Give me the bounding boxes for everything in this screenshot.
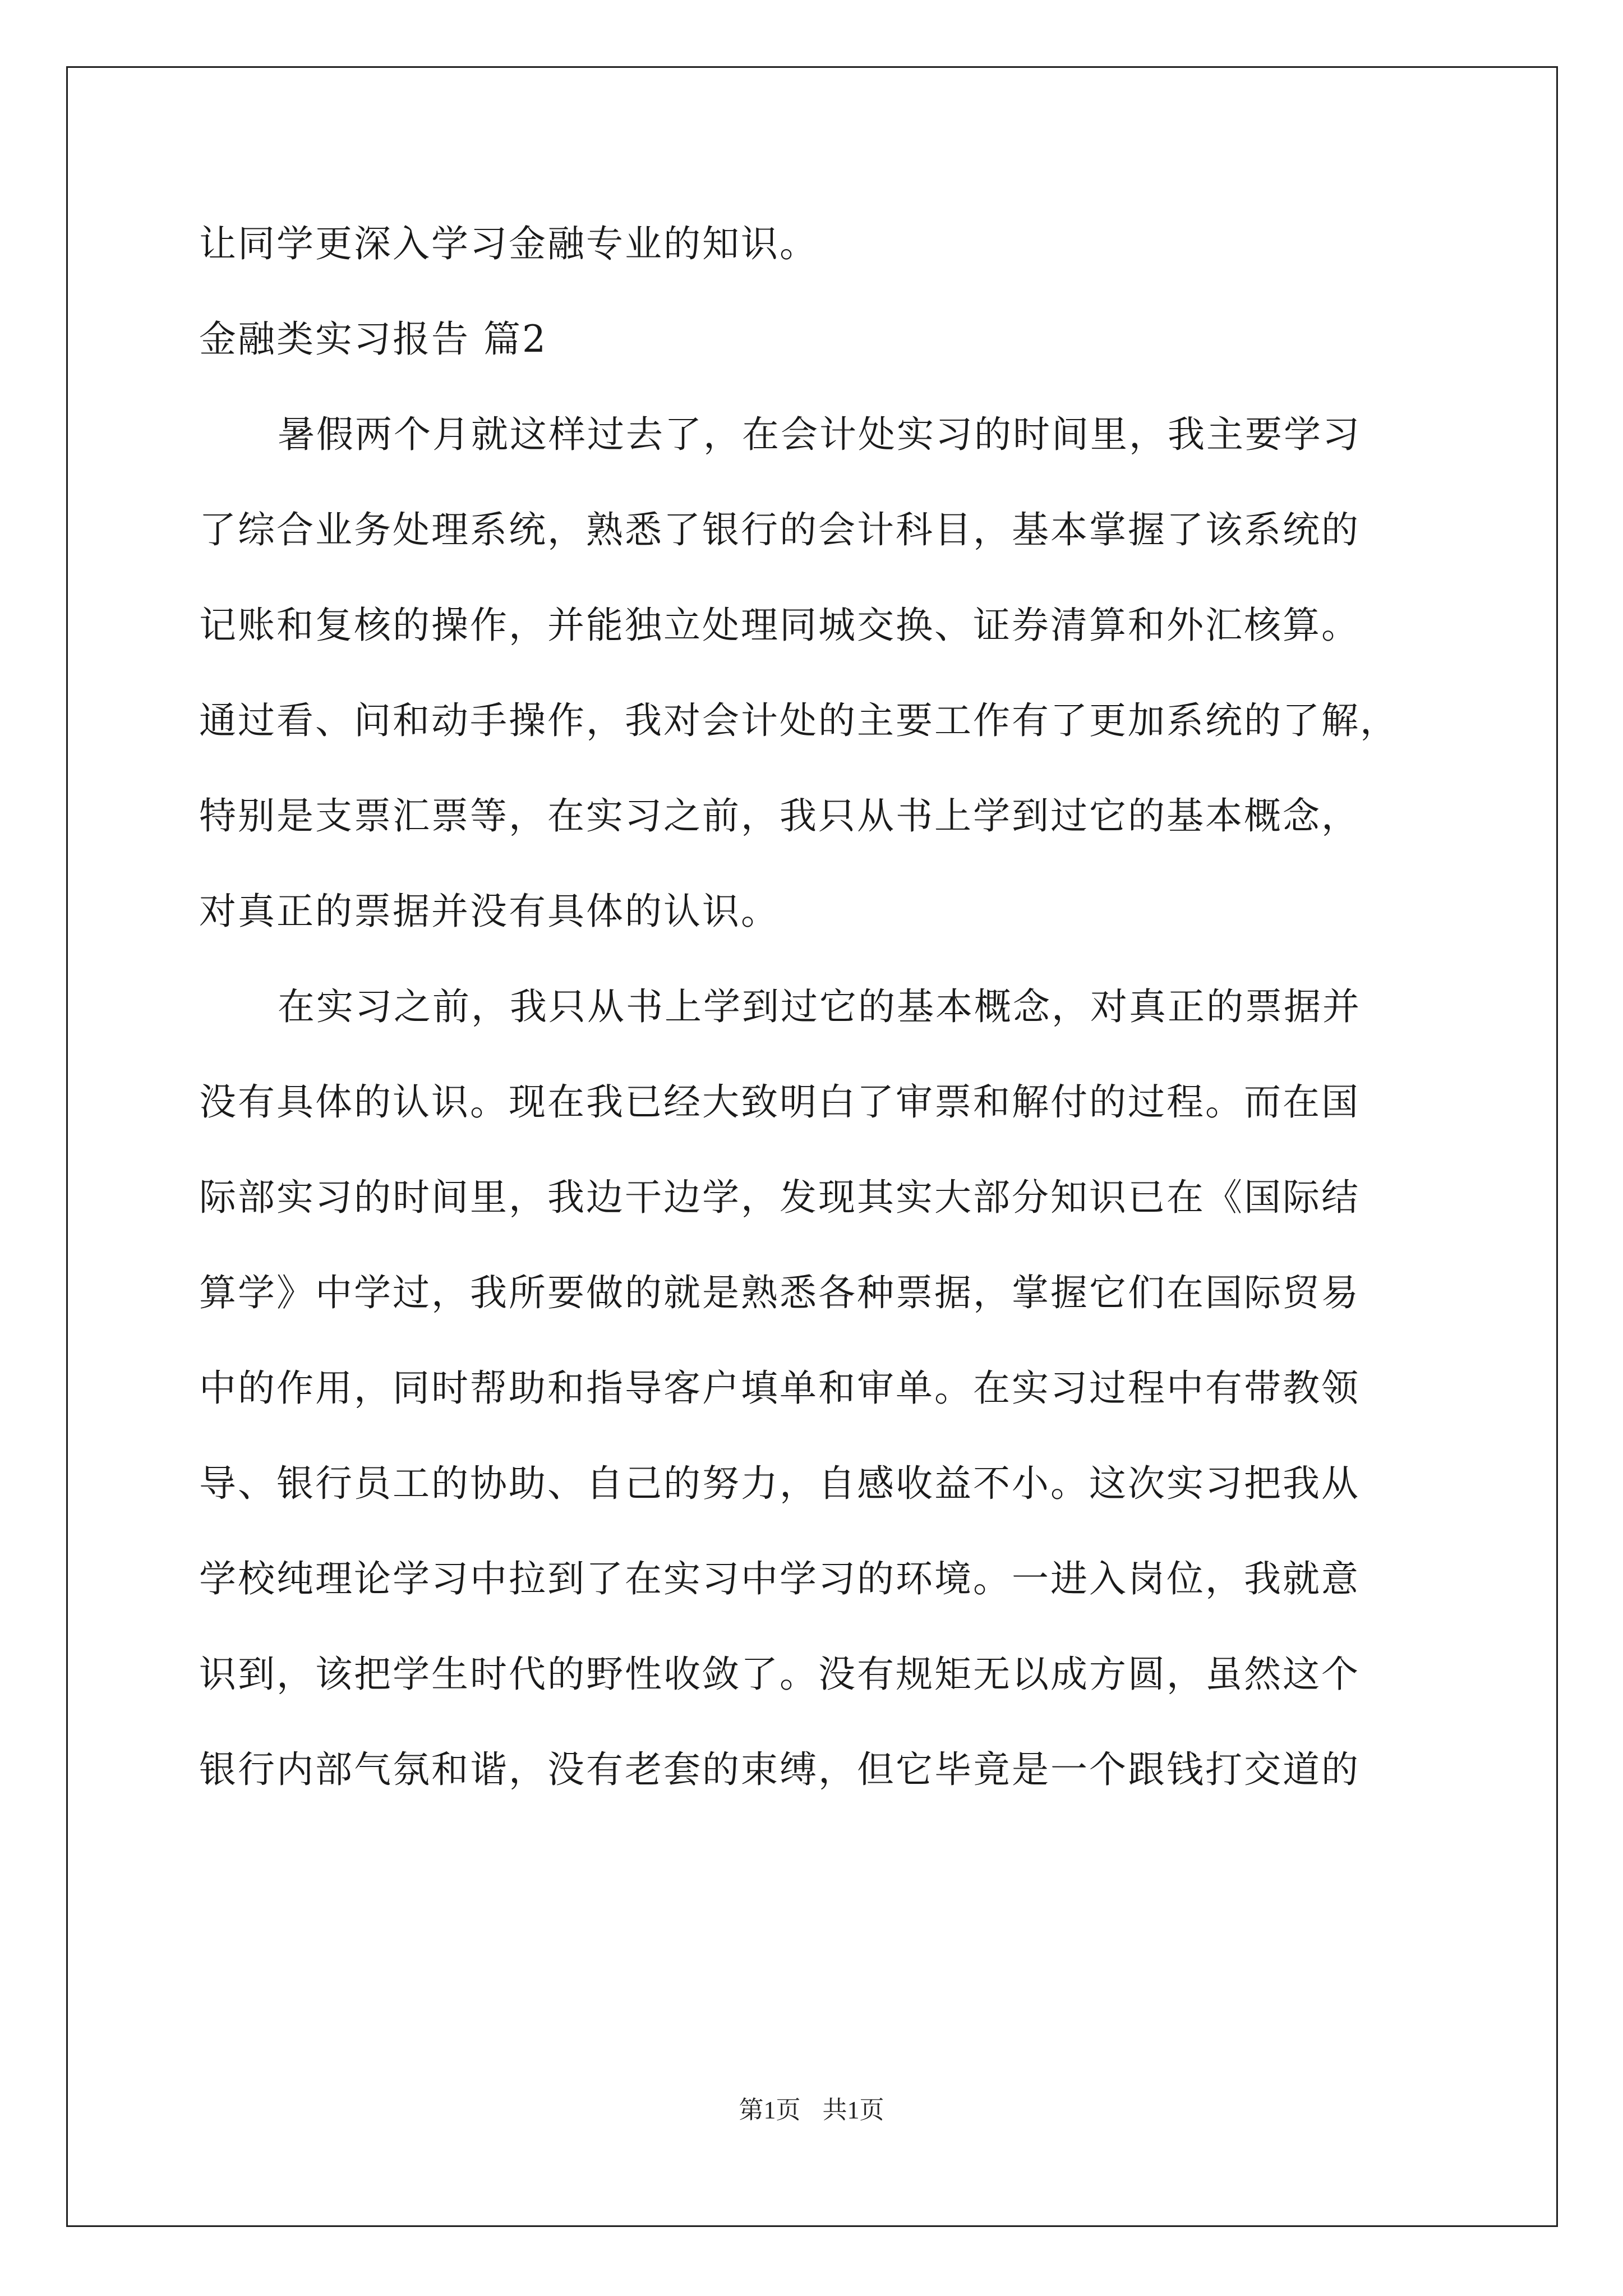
paragraph-line: 算学》中学过，我所要做的就是熟悉各种票据，掌握它们在国际贸易	[199, 1271, 1360, 1314]
paragraph-line: 记账和复核的操作，并能独立处理同城交换、证券清算和外汇核算。	[199, 604, 1360, 647]
paragraph-2	[199, 959, 1444, 1818]
paragraph-line: 对真正的票据并没有具体的认识。	[199, 890, 780, 933]
page-number-total: 共1页	[822, 2096, 884, 2124]
section-heading: 金融类实习报告 篇2	[199, 318, 547, 361]
paragraph-line: 特别是支票汇票等，在实习之前，我只从书上学到过它的基本概念，	[199, 794, 1360, 838]
paragraph-line: 暑假两个月就这样过去了，在会计处实习的时间里，我主要学习	[278, 413, 1361, 456]
paragraph-line: 银行内部气氛和谐，没有老套的束缚，但它毕竟是一个跟钱打交道的	[199, 1748, 1360, 1791]
paragraph-line: 中的作用，同时帮助和指导客户填单和审单。在实习过程中有带教领	[199, 1366, 1360, 1410]
paragraph-line: 通过看、问和动手操作，我对会计处的主要工作有了更加系统的了解，	[199, 699, 1399, 742]
page-number-current: 第1页	[739, 2096, 801, 2124]
page-footer	[0, 2090, 1623, 2125]
paragraph-1	[199, 387, 1444, 959]
paragraph-line: 了综合业务处理系统，熟悉了银行的会计科目，基本掌握了该系统的	[199, 508, 1360, 551]
paragraph-line: 际部实习的时间里，我边干边学，发现其实大部分知识已在《国际结	[199, 1176, 1360, 1219]
document-body	[199, 196, 1444, 1818]
paragraph-line: 学校纯理论学习中拉到了在实习中学习的环境。一进入岗位，我就意	[199, 1557, 1360, 1600]
paragraph-line: 导、银行员工的协助、自己的努力，自感收益不小。这次实习把我从	[199, 1462, 1360, 1505]
paragraph-line: 识到，该把学生时代的野性收敛了。没有规矩无以成方圆，虽然这个	[199, 1653, 1360, 1696]
intro-line: 让同学更深入学习金融专业的知识。	[199, 222, 818, 265]
paragraph-line: 在实习之前，我只从书上学到过它的基本概念，对真正的票据并	[278, 985, 1361, 1028]
paragraph-line: 没有具体的认识。现在我已经大致明白了审票和解付的过程。而在国	[199, 1080, 1360, 1124]
